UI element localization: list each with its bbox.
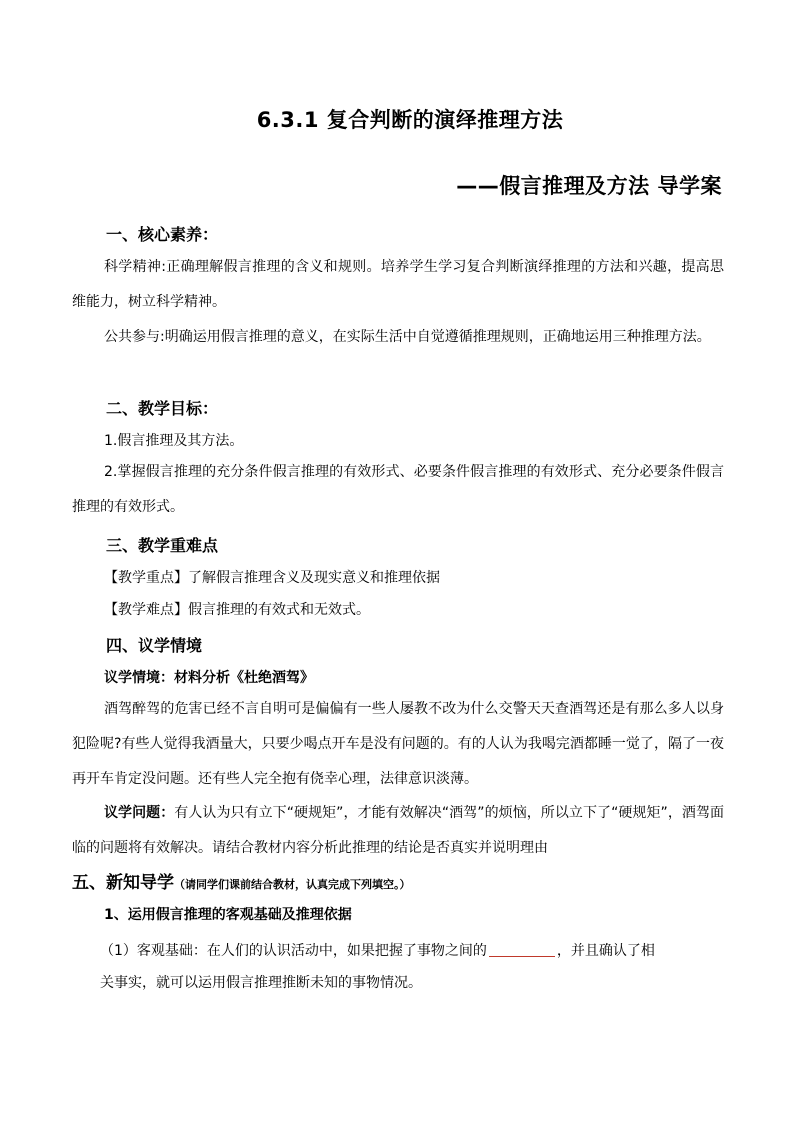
document-title: 6.3.1 复合判断的演绎推理方法 — [256, 108, 564, 132]
paragraph-science-spirit: 科学精神:正确理解假言推理的含义和规则。培养学生学习复合判断演绎推理的方法和兴趣，提高思维能力，树立科学精神。 — [72, 259, 724, 310]
goal-item-1: 1.假言推理及其方法。 — [104, 433, 244, 449]
section-heading-key-points: 三、教学重难点 — [106, 536, 219, 555]
fill1-text-before: （1）客观基础：在人们的认识活动中，如果把握了事物之间的 — [100, 943, 487, 959]
question-label: 议学问题： — [104, 805, 175, 821]
document-subtitle: ——假言推理及方法 导学案 — [456, 174, 722, 198]
paragraph-public-participation: 公共参与:明确运用假言推理的意义，在实际生活中自觉遵循推理规则，正确地运用三种推理方法。 — [104, 329, 711, 345]
section-heading-scenario: 四、议学情境 — [106, 636, 203, 655]
goal-item-2: 2.掌握假言推理的充分条件假言推理的有效形式、必要条件假言推理的有效形式、充分必要条件假言推理的有效形式。 — [72, 464, 724, 515]
fill-in-line-1-continued: 关事实，就可以运用假言推理推断未知的事物情况。 — [100, 975, 422, 991]
key-point: 【教学重点】了解假言推理含义及现实意义和推理依据 — [104, 570, 440, 586]
fill-in-line-1 — [100, 940, 655, 960]
scenario-material: 酒驾醉驾的危害已经不言自明可是偏偏有一些人屡教不改为什么交警天天查酒驾还是有那么多人以身犯险呢?有些人觉得我酒量大，只要少喝点开车是没有问题的。有的人认为我喝完酒都睡一觉了，隔了一夜再开车肯定没问题。还有些人完全抱有侥幸心理，法律意识淡薄。 — [72, 701, 724, 787]
difficult-point: 【教学难点】假言推理的有效式和无效式。 — [104, 602, 370, 618]
section5-note: （请同学们课前结合教材，认真完成下列填空。） — [174, 878, 411, 891]
section-heading-new-knowledge — [72, 868, 411, 893]
fill1-text-after: ，并且确认了相 — [556, 943, 655, 959]
section-heading-core-literacy: 一、核心素养： — [106, 225, 219, 244]
question-text: 有人认为只有立下“硬规矩”，才能有效解决“酒驾”的烦恼，所以立下了“硬规矩”，酒驾面临的问题将有效解决。请结合教材内容分析此推理的结论是否真实并说明理由 — [72, 805, 725, 856]
section5-title: 五、新知导学 — [72, 873, 174, 893]
subsection-1: 1、运用假言推理的客观基础及推理依据 — [104, 907, 352, 923]
section-heading-teaching-goals: 二、教学目标： — [106, 399, 219, 418]
scenario-label: 议学情境：材料分析《杜绝酒驾》 — [104, 670, 314, 686]
fill-in-blank[interactable] — [489, 942, 555, 957]
scenario-question — [72, 796, 724, 866]
